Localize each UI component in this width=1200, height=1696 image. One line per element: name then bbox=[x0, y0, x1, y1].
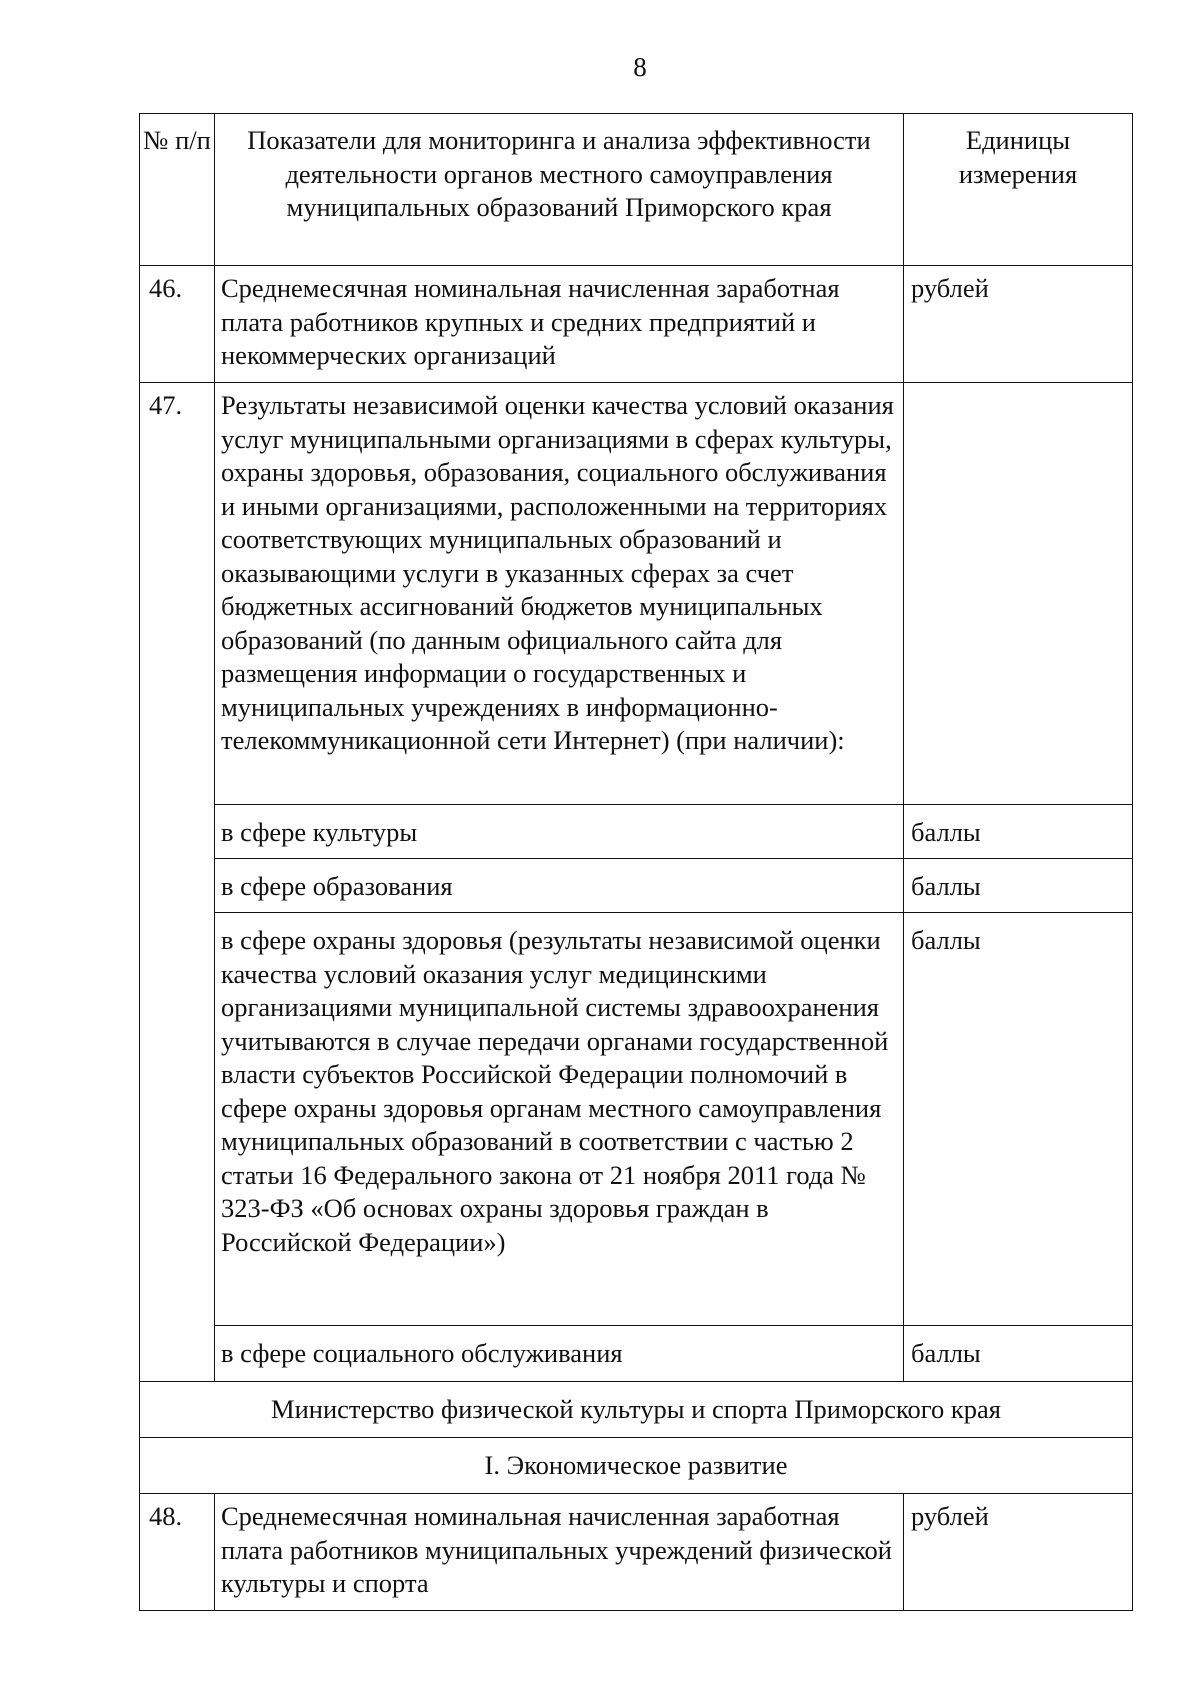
row-indicator: Среднемесячная номинальная начисленная заработная плата работников крупных и средних предприятий и некоммерческих организаций bbox=[215, 266, 904, 383]
section-economic-heading: I. Экономическое развитие bbox=[140, 1438, 1133, 1494]
table-row bbox=[140, 266, 1133, 383]
indicators-table bbox=[139, 113, 1133, 1611]
row-number: 48. bbox=[140, 1494, 215, 1611]
header-unit-text: Единицы измерения bbox=[958, 125, 1078, 189]
header-num-text: № п/п bbox=[143, 125, 211, 155]
subrow-unit: баллы bbox=[904, 1326, 1133, 1382]
row-unit bbox=[904, 383, 1133, 805]
header-indicator bbox=[215, 114, 904, 266]
table-row bbox=[140, 383, 1133, 805]
subrow-unit: баллы bbox=[904, 805, 1133, 859]
subrow-indicator: в сфере охраны здоровья (результаты независимой оценки качества условий оказания услуг медицинскими организациями муниципальной системы здравоохранения учитываются в случае передачи органами государственной власти субъектов Российской Федерации полномочий в сфере охраны здоровья органам местного самоуправления муниципальных образований в соответствии с частью 2 статьи 16 Федерального закона от 21 ноября 2011 года № 323-ФЗ «Об основах охраны здоровья граждан в Российской Федерации») bbox=[215, 913, 904, 1326]
subrow-indicator: в сфере социального обслуживания bbox=[215, 1326, 904, 1382]
table-subrow bbox=[140, 1326, 1133, 1382]
row-number: 47. bbox=[140, 383, 215, 1382]
subrow-unit: баллы bbox=[904, 913, 1133, 1326]
table-subrow bbox=[140, 805, 1133, 859]
header-unit bbox=[904, 114, 1133, 266]
section-row bbox=[140, 1438, 1133, 1494]
header-indicator-text: Показатели для мониторинга и анализа эффективности деятельности органов местного самоуправления муниципальных образований Приморского края bbox=[247, 125, 871, 222]
row-indicator: Среднемесячная номинальная начисленная заработная плата работников муниципальных учреждений физической культуры и спорта bbox=[215, 1494, 904, 1611]
section-row bbox=[140, 1382, 1133, 1438]
row-unit: рублей bbox=[904, 1494, 1133, 1611]
subrow-indicator: в сфере образования bbox=[215, 859, 904, 913]
row-indicator: Результаты независимой оценки качества условий оказания услуг муниципальными организациями в сферах культуры, охраны здоровья, образования, социального обслуживания и иными организациями, расположенными на территориях соответствующих муниципальных образований и оказывающими услуги в указанных сферах за счет бюджетных ассигнований бюджетов муниципальных образований (по данным официального сайта для размещения информации о государственных и муниципальных учреждениях в информационно-телекоммуникационной сети Интернет) (при наличии): bbox=[215, 383, 904, 805]
subrow-unit: баллы bbox=[904, 859, 1133, 913]
page-number: 8 bbox=[633, 52, 647, 82]
subrow-indicator: в сфере культуры bbox=[215, 805, 904, 859]
table-subrow bbox=[140, 859, 1133, 913]
row-number: 46. bbox=[140, 266, 215, 383]
section-ministry-heading: Министерство физической культуры и спорта Приморского края bbox=[140, 1382, 1133, 1438]
table-header-row bbox=[140, 114, 1133, 266]
table-subrow bbox=[140, 913, 1133, 1326]
header-num bbox=[140, 114, 215, 266]
table-row bbox=[140, 1494, 1133, 1611]
row-unit: рублей bbox=[904, 266, 1133, 383]
